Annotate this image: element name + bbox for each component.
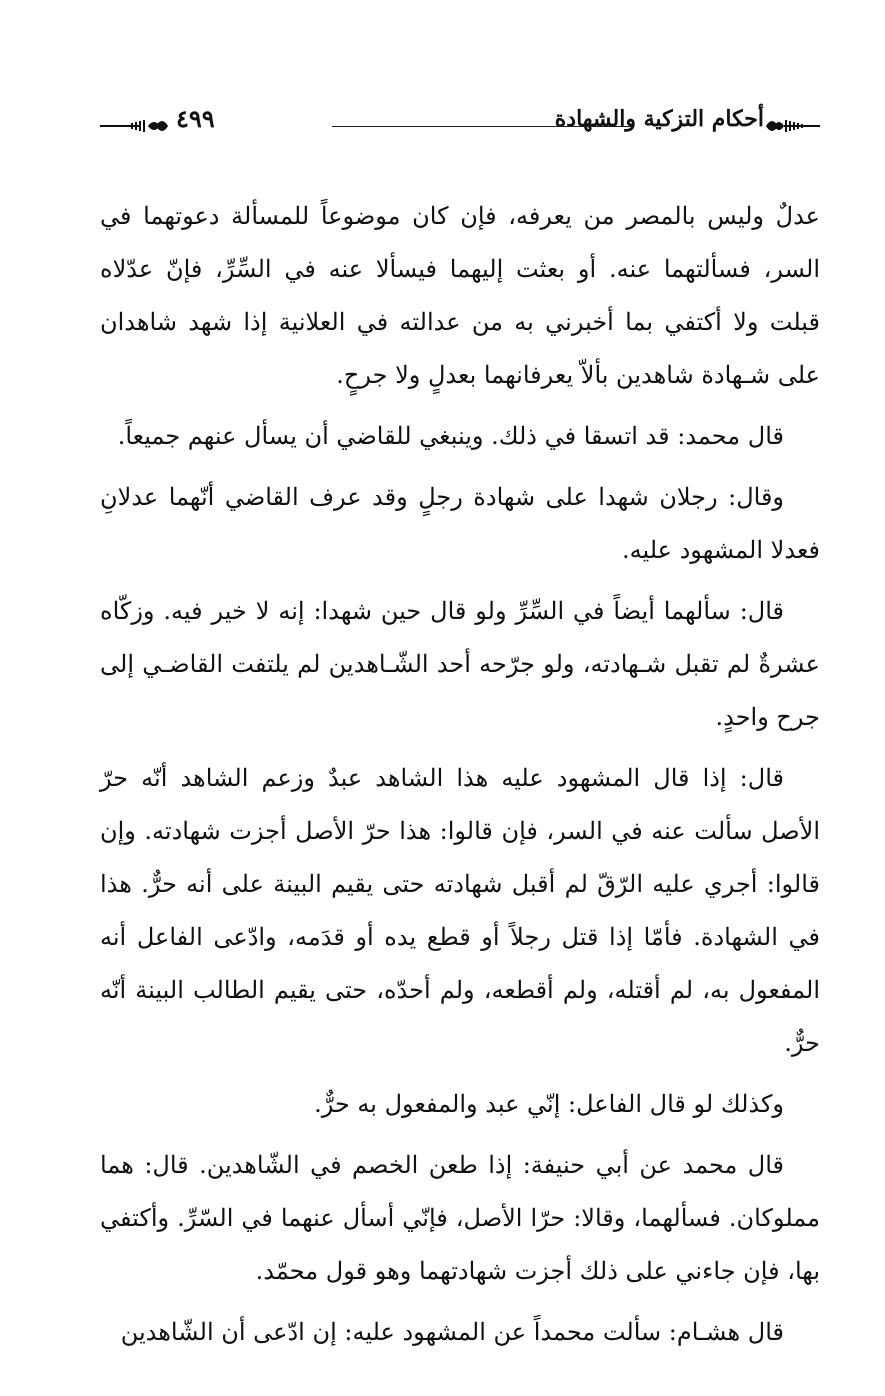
header-title: أحكام التزكية والشهادة bbox=[554, 106, 764, 132]
paragraph: قال هشـام: سألت محمداً عن المشهود عليه: إن ادّعى أن الشّاهدين bbox=[120, 1318, 784, 1346]
paragraph: قال محمد: قد اتسقا في ذلك. وينبغي للقاضي أن يسأل عنهم جميعاً. bbox=[117, 422, 784, 450]
body-text bbox=[100, 190, 820, 1367]
header-rule bbox=[332, 126, 632, 127]
paragraph: وكذلك لو قال الفاعل: إنّي عبد والمفعول به حرٌّ. bbox=[314, 1090, 784, 1118]
running-header bbox=[100, 100, 820, 144]
page-number: ٤٩٩ bbox=[176, 104, 215, 133]
paragraph: وقال: رجلان شهدا على شهادة رجلٍ وقد عرف القاضي أنّهما عدلانِ فعدلا المشهود عليه. bbox=[100, 483, 820, 564]
ornament-icon bbox=[100, 114, 170, 138]
paragraph: قال محمد عن أبي حنيفة: إذا طعن الخصم في الشّاهدين. قال: هما مملوكان. فسألهما، وقالا: حرّا الأصل، فإنّي أسأل عنهما في السّرِّ. وأكتفي بها، فإن جاءني على ذلك أجزت شهادتهما وهو قول محمّد. bbox=[100, 1151, 820, 1285]
paragraph: قال: إذا قال المشهود عليه هذا الشاهد عبدٌ وزعم الشاهد أنّه حرّ الأصل سألت عنه في السر، فإن قالوا: هذا حرّ الأصل أجزت شهادته. وإن قالوا: أجري عليه الرّقّ لم أقبل شهادته حتى يقيم البينة على أنه حرٌّ. هذا في الشهادة. فأمّا إذا قتل رجلاً أو قطع يده أو قدَمه، وادّعى الفاعل أنه المفعول به، لم أقتله، ولم أقطعه، ولم أحدّه، حتى يقيم الطالب البينة أنّه حرٌّ. bbox=[100, 764, 820, 1057]
ornament-icon bbox=[764, 114, 820, 138]
paragraph: قال: سألهما أيضاً في السِّرِّ ولو قال حين شهدا: إنه لا خير فيه. وزكّاه عشرةٌ لم تقبل شـهادته، ولو جرّحه أحد الشّـاهدين لم يلتفت القاضـي إلى جرح واحدٍ. bbox=[100, 597, 820, 731]
paragraph: عدلٌ وليس بالمصر من يعرفه، فإن كان موضوعاً للمسألة دعوتهما في السر، فسألتهما عنه. أو بعثت إليهما فيسألا عنه في السِّرِّ، فإنّ عدّلاه قبلت ولا أكتفي بما أخبرني به من عدالته في العلانية إذا شهد شاهدان على شـهادة شاهدين بألاّ يعرفانهما بعدلٍ ولا جرحٍ. bbox=[100, 202, 820, 389]
